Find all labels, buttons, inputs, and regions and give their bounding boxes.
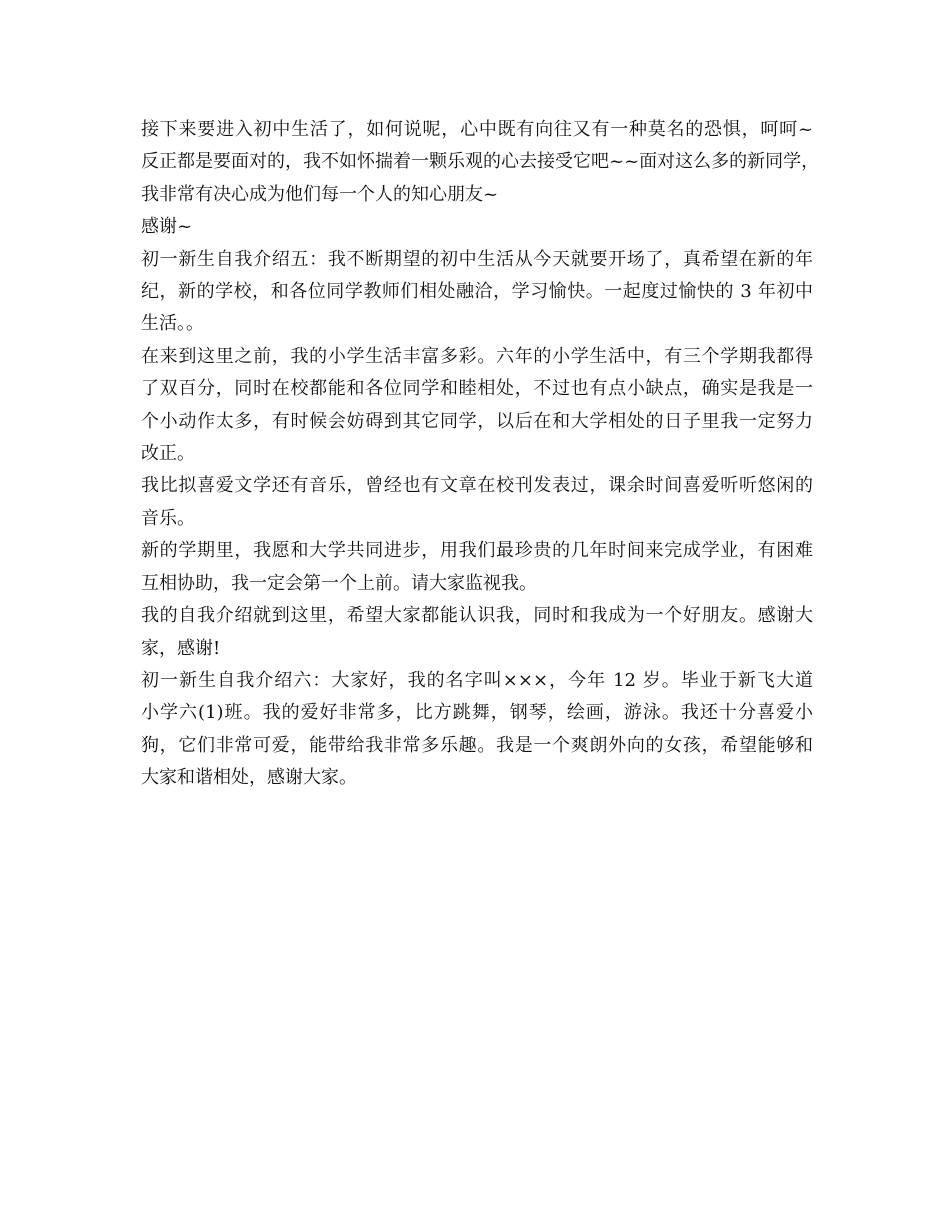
text-line: 音乐。 — [141, 507, 195, 529]
text-line: 互相协助，我一定会第一个上前。请大家监视我。 — [141, 572, 537, 594]
text-line: 我非常有决心成为他们每一个人的知心朋友~ — [141, 183, 499, 205]
paragraph-hobbies — [141, 470, 813, 535]
text-line: 接下来要进入初中生活了，如何说呢，心中既有向往又有一种莫名的恐惧，呵呵~ — [141, 119, 813, 140]
text-line: 新的学期里，我愿和大学共同进步，用我们最珍贵的几年时间来完成学业，有困难 — [141, 540, 813, 562]
text-line: 改正。 — [141, 443, 195, 465]
text-line: 小学六(1)班。我的爱好非常多，比方跳舞，钢琴，绘画，游泳。我还十分喜爱小 — [141, 702, 813, 724]
text-line: 狗，它们非常可爱，能带给我非常多乐趣。我是一个爽朗外向的女孩，希望能够和 — [141, 734, 813, 756]
text-line: 我的自我介绍就到这里，希望大家都能认识我，同时和我成为一个好朋友。感谢大 — [141, 605, 813, 627]
text-line: 了双百分，同时在校都能和各位同学和睦相处，不过也有点小缺点，确实是我是一 — [141, 378, 813, 400]
paragraph-closing — [141, 600, 813, 665]
paragraph-self-intro-five — [141, 244, 813, 341]
paragraph-self-intro-six — [141, 665, 813, 795]
text-line: 在来到这里之前，我的小学生活丰富多彩。六年的小学生活中，有三个学期我都得 — [141, 345, 813, 367]
document-body — [141, 114, 820, 795]
text-line: 我比拟喜爱文学还有音乐，曾经也有文章在校刊发表过，课余时间喜爱听听悠闲的 — [141, 475, 813, 497]
paragraph-thanks — [141, 211, 813, 243]
text-line: 家，感谢! — [141, 637, 221, 659]
text-line: 生活。。 — [141, 313, 204, 335]
text-line: 纪，新的学校，和各位同学教师们相处融洽，学习愉快。一起度过愉快的 3 年初中 — [141, 281, 813, 303]
text-line: 反正都是要面对的，我不如怀揣着一颗乐观的心去接受它吧~~面对这么多的新同学， — [141, 151, 820, 173]
text-line: 感谢~ — [141, 216, 193, 238]
paragraph-new-semester — [141, 535, 813, 600]
text-line: 初一新生自我介绍六：大家好，我的名字叫×××，今年 12 岁。毕业于新飞大道 — [141, 669, 813, 691]
text-line: 大家和谐相处，感谢大家。 — [141, 767, 357, 789]
text-line: 个小动作太多，有时候会妨碍到其它同学，以后在和大学相处的日子里我一定努力 — [141, 410, 813, 432]
paragraph-junior-high-feelings — [141, 114, 820, 211]
paragraph-primary-school-life — [141, 341, 813, 471]
text-line: 初一新生自我介绍五：我不断期望的初中生活从今天就要开场了，真希望在新的年 — [141, 248, 813, 270]
